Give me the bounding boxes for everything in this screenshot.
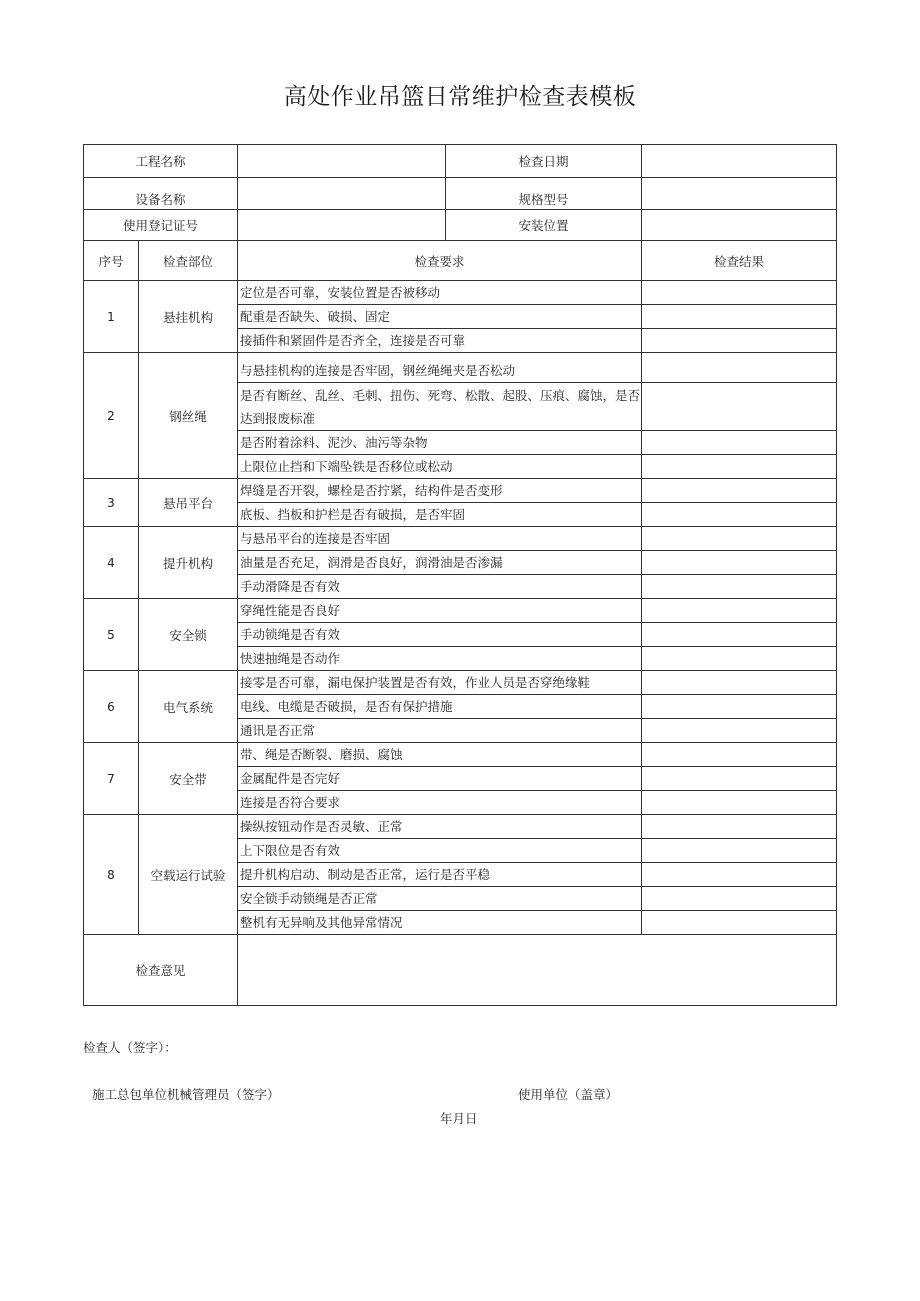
info-row-2 bbox=[84, 178, 837, 210]
equipment-name-label: 设备名称 bbox=[84, 178, 238, 210]
group-part: 提升机构 bbox=[139, 527, 238, 599]
requirement-cell: 整机有无异响及其他异常情况 bbox=[238, 911, 642, 935]
requirement-cell: 电线、电缆是否破损，是否有保护措施 bbox=[238, 695, 642, 719]
opinion-row bbox=[84, 935, 837, 1006]
result-cell[interactable] bbox=[642, 911, 837, 935]
result-cell[interactable] bbox=[642, 281, 837, 305]
group-index: 3 bbox=[84, 479, 139, 527]
table-row bbox=[84, 815, 837, 839]
registration-field[interactable] bbox=[238, 210, 446, 241]
requirement-cell: 穿绳性能是否良好 bbox=[238, 599, 642, 623]
date-label: 年月日 bbox=[440, 1111, 478, 1126]
result-cell[interactable] bbox=[642, 887, 837, 911]
result-cell[interactable] bbox=[642, 647, 837, 671]
install-location-field[interactable] bbox=[642, 210, 837, 241]
result-cell[interactable] bbox=[642, 575, 837, 599]
project-name-field[interactable] bbox=[238, 145, 446, 178]
result-cell[interactable] bbox=[642, 455, 837, 479]
requirement-cell: 通讯是否正常 bbox=[238, 719, 642, 743]
result-cell[interactable] bbox=[642, 551, 837, 575]
result-cell[interactable] bbox=[642, 815, 837, 839]
group-part: 钢丝绳 bbox=[139, 353, 238, 479]
table-row bbox=[84, 281, 837, 305]
requirement-cell: 是否附着涂料、泥沙、油污等杂物 bbox=[238, 431, 642, 455]
group-index: 6 bbox=[84, 671, 139, 743]
group-part: 安全锁 bbox=[139, 599, 238, 671]
info-row-3 bbox=[84, 210, 837, 241]
install-location-label: 安装位置 bbox=[446, 210, 642, 241]
requirement-cell: 油量是否充足，润滑是否良好，润滑油是否渗漏 bbox=[238, 551, 642, 575]
requirement-cell: 接插件和紧固件是否齐全，连接是否可靠 bbox=[238, 329, 642, 353]
header-row bbox=[84, 241, 837, 281]
project-name-label: 工程名称 bbox=[84, 145, 238, 178]
result-cell[interactable] bbox=[642, 743, 837, 767]
group-part: 安全带 bbox=[139, 743, 238, 815]
requirement-cell: 底板、挡板和护栏是否有破损，是否牢固 bbox=[238, 503, 642, 527]
user-unit-seal-label: 使用单位（盖章） bbox=[518, 1087, 619, 1102]
table-row bbox=[84, 527, 837, 551]
result-cell[interactable] bbox=[642, 695, 837, 719]
group-part: 悬吊平台 bbox=[139, 479, 238, 527]
requirement-cell: 接零是否可靠，漏电保护装置是否有效，作业人员是否穿绝缘鞋 bbox=[238, 671, 642, 695]
group-part: 空载运行试验 bbox=[139, 815, 238, 935]
result-cell[interactable] bbox=[642, 791, 837, 815]
group-part: 悬挂机构 bbox=[139, 281, 238, 353]
model-label: 规格型号 bbox=[446, 178, 642, 210]
inspector-signature-label: 检查人（签字）： bbox=[83, 1040, 177, 1055]
table-row bbox=[84, 353, 837, 383]
requirement-cell: 与悬吊平台的连接是否牢固 bbox=[238, 527, 642, 551]
table-row bbox=[84, 599, 837, 623]
check-date-label: 检查日期 bbox=[446, 145, 642, 178]
table-row bbox=[84, 743, 837, 767]
table-row bbox=[84, 479, 837, 503]
requirement-cell: 是否有断丝、乱丝、毛刺、扭伤、死弯、松散、起股、压痕、腐蚀，是否达到报废标准 bbox=[238, 383, 642, 431]
requirement-cell: 手动锁绳是否有效 bbox=[238, 623, 642, 647]
requirement-cell: 与悬挂机构的连接是否牢固，钢丝绳绳夹是否松动 bbox=[238, 353, 642, 383]
requirement-cell: 连接是否符合要求 bbox=[238, 791, 642, 815]
group-index: 8 bbox=[84, 815, 139, 935]
requirement-cell: 手动滑降是否有效 bbox=[238, 575, 642, 599]
page-title: 高处作业吊篮日常维护检查表模板 bbox=[283, 84, 637, 110]
registration-label: 使用登记证号 bbox=[84, 210, 238, 241]
group-index: 2 bbox=[84, 353, 139, 479]
opinion-field[interactable] bbox=[238, 935, 837, 1006]
result-cell[interactable] bbox=[642, 623, 837, 647]
index-header: 序号 bbox=[84, 241, 139, 281]
requirement-cell: 快速抽绳是否动作 bbox=[238, 647, 642, 671]
check-date-field[interactable] bbox=[642, 145, 837, 178]
result-header: 检查结果 bbox=[642, 241, 837, 281]
group-index: 1 bbox=[84, 281, 139, 353]
inspection-table bbox=[83, 144, 837, 1006]
result-cell[interactable] bbox=[642, 671, 837, 695]
result-cell[interactable] bbox=[642, 305, 837, 329]
requirement-cell: 上下限位是否有效 bbox=[238, 839, 642, 863]
requirement-cell: 提升机构启动、制动是否正常，运行是否平稳 bbox=[238, 863, 642, 887]
result-cell[interactable] bbox=[642, 767, 837, 791]
group-part: 电气系统 bbox=[139, 671, 238, 743]
group-index: 5 bbox=[84, 599, 139, 671]
result-cell[interactable] bbox=[642, 479, 837, 503]
result-cell[interactable] bbox=[642, 329, 837, 353]
model-field[interactable] bbox=[642, 178, 837, 210]
table-row bbox=[84, 671, 837, 695]
result-cell[interactable] bbox=[642, 863, 837, 887]
requirement-cell: 金属配件是否完好 bbox=[238, 767, 642, 791]
result-cell[interactable] bbox=[642, 719, 837, 743]
requirement-cell: 操纵按钮动作是否灵敏、正常 bbox=[238, 815, 642, 839]
result-cell[interactable] bbox=[642, 503, 837, 527]
requirement-header: 检查要求 bbox=[238, 241, 642, 281]
requirement-cell: 定位是否可靠，安装位置是否被移动 bbox=[238, 281, 642, 305]
opinion-label: 检查意见 bbox=[84, 935, 238, 1006]
group-index: 7 bbox=[84, 743, 139, 815]
result-cell[interactable] bbox=[642, 839, 837, 863]
manager-signature-label: 施工总包单位机械管理员（签字） bbox=[92, 1087, 280, 1102]
equipment-name-field[interactable] bbox=[238, 178, 446, 210]
requirement-cell: 焊缝是否开裂，螺栓是否拧紧，结构件是否变形 bbox=[238, 479, 642, 503]
result-cell[interactable] bbox=[642, 599, 837, 623]
requirement-cell: 配重是否缺失、破损、固定 bbox=[238, 305, 642, 329]
part-header: 检查部位 bbox=[139, 241, 238, 281]
result-cell[interactable] bbox=[642, 353, 837, 383]
info-row-1 bbox=[84, 145, 837, 178]
requirement-cell: 带、绳是否断裂、磨损、腐蚀 bbox=[238, 743, 642, 767]
requirement-cell: 安全锁手动锁绳是否正常 bbox=[238, 887, 642, 911]
group-index: 4 bbox=[84, 527, 139, 599]
requirement-cell: 上限位止挡和下端坠铁是否移位或松动 bbox=[238, 455, 642, 479]
result-cell[interactable] bbox=[642, 527, 837, 551]
result-cell[interactable] bbox=[642, 431, 837, 455]
result-cell[interactable] bbox=[642, 383, 837, 431]
